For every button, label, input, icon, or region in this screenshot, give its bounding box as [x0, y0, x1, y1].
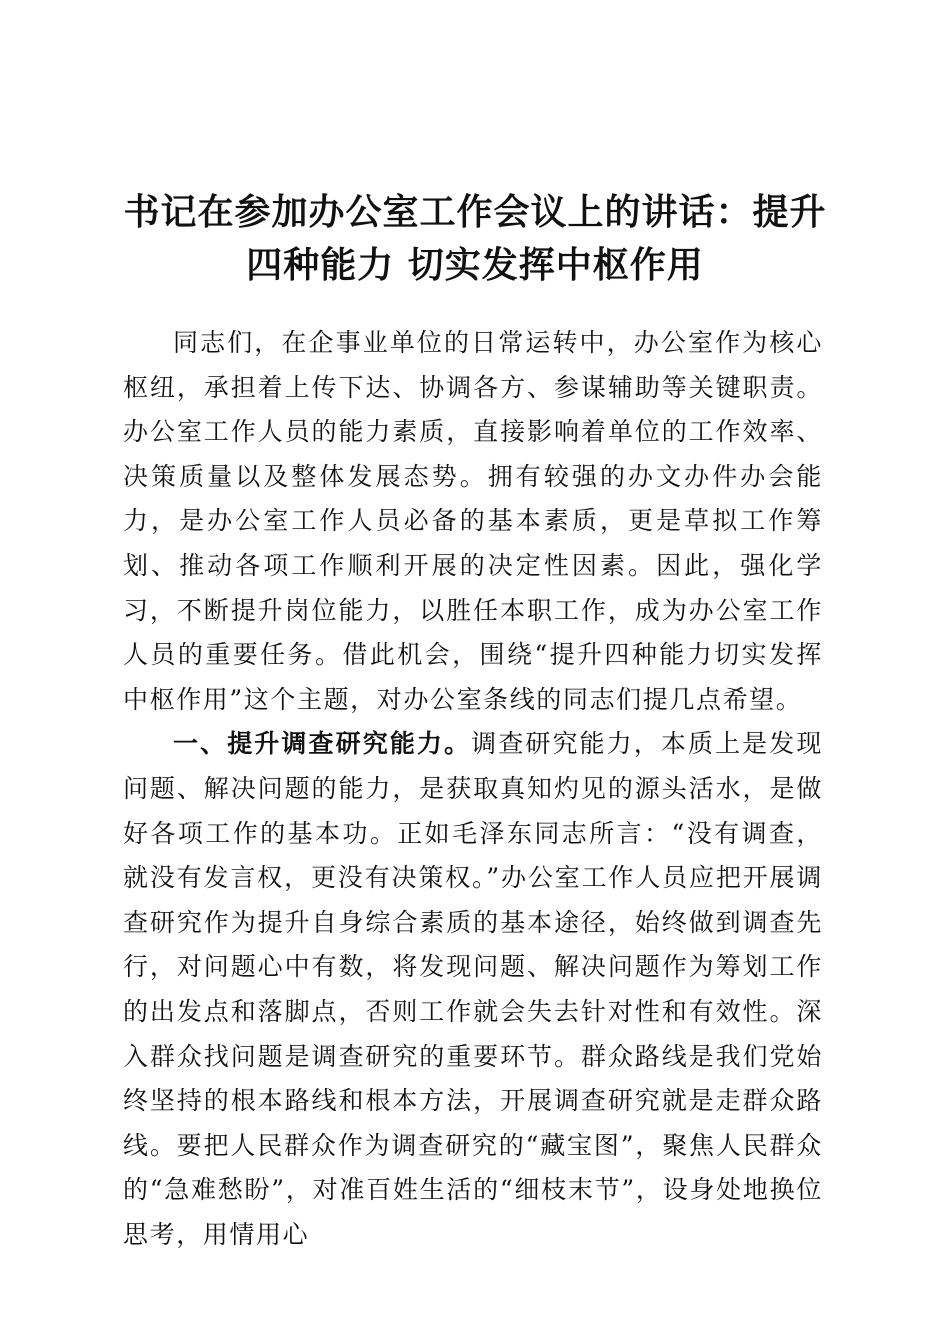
section-heading: 一、提升调查研究能力。: [173, 729, 472, 759]
paragraph-section-1: [123, 722, 823, 1257]
document-body: [123, 321, 823, 1257]
paragraph-opening: [123, 321, 823, 722]
document-title: 书记在参加办公室工作会议上的讲话：提升四种能力 切实发挥中枢作用: [123, 192, 827, 286]
paragraph-text: 同志们，在企事业单位的日常运转中，办公室作为核心枢纽，承担着上传下达、协调各方、参谋辅助等关键职责。办公室工作人员的能力素质，直接影响着单位的工作效率、决策质量以及整体发展态势。拥有较强的办文办件办会能力，是办公室工作人员必备的基本素质，更是草拟工作筹划、推动各项工作顺利开展的决定性因素。因此，强化学习，不断提升岗位能力，以胜任本职工作，成为办公室工作人员的重要任务。借此机会，围绕“提升四种能力切实发挥中枢作用”这个主题，对办公室条线的同志们提几点希望。: [123, 328, 823, 714]
paragraph-text: 调查研究能力，本质上是发现问题、解决问题的能力，是获取真知灼见的源头活水，是做好各项工作的基本功。正如毛泽东同志所言：“没有调查，就没有发言权，更没有决策权。”办公室工作人员应把开展调查研究作为提升自身综合素质的基本途径，始终做到调查先行，对问题心中有数，将发现问题、解决问题作为筹划工作的出发点和落脚点，否则工作就会失去针对性和有效性。深入群众找问题是调查研究的重要环节。群众路线是我们党始终坚持的根本路线和根本方法，开展调查研究就是走群众路线。要把人民群众作为调查研究的“藏宝图”，聚焦人民群众的“急难愁盼”，对准百姓生活的“细枝末节”，设身处地换位思考，用情用心: [123, 729, 823, 1249]
